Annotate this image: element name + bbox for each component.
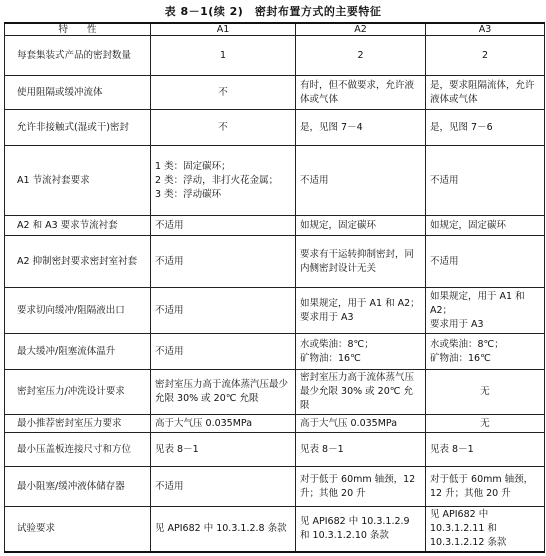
feature-cell: A2 抑制密封要求密封室衬套 (5, 236, 151, 288)
a1-cell: 不适用 (151, 467, 296, 507)
feature-cell: 最小推荐密封室压力要求 (5, 415, 151, 433)
a2-cell: 如规定，固定碳环 (296, 216, 426, 236)
table-row (5, 216, 545, 236)
a3-cell: 是，见图 7－6 (426, 110, 545, 146)
a3-cell: 2 (426, 36, 545, 76)
a2-cell: 有时，但不做要求，允许液体或气体 (296, 76, 426, 110)
feature-cell: 最大缓冲/阻塞流体温升 (5, 334, 151, 370)
table-row (5, 370, 545, 415)
table-row (5, 236, 545, 288)
header-a3: A3 (426, 23, 545, 36)
header-row (5, 23, 545, 36)
a3-cell: 无 (426, 370, 545, 415)
a3-cell: 是，要求阻隔流体，允许液体或气体 (426, 76, 545, 110)
a2-cell: 见表 8－1 (296, 433, 426, 467)
a3-cell: 不适用 (426, 146, 545, 216)
feature-cell: 要求切向缓冲/阻隔液出口 (5, 288, 151, 334)
a1-cell: 见 API682 中 10.3.1.2.8 条款 (151, 507, 296, 553)
a1-cell: 1 类：固定碳环； 2 类：浮动，非打火花金属； 3 类：浮动碳环 (151, 146, 296, 216)
table-row (5, 415, 545, 433)
a2-cell: 见 API682 中 10.3.1.2.9 和 10.3.1.2.10 条款 (296, 507, 426, 553)
header-feature: 特 性 (5, 23, 151, 36)
table-row (5, 334, 545, 370)
a3-cell: 无 (426, 415, 545, 433)
a1-cell: 1 (151, 36, 296, 76)
feature-cell: 试验要求 (5, 507, 151, 553)
a2-cell: 高于大气压 0.035MPa (296, 415, 426, 433)
a2-cell: 是，见图 7－4 (296, 110, 426, 146)
feature-cell: 每套集装式产品的密封数量 (5, 36, 151, 76)
a3-cell: 对于低于 60mm 轴颈，12 升；其他 20 升 (426, 467, 545, 507)
a2-cell: 不适用 (296, 146, 426, 216)
table-row (5, 467, 545, 507)
a2-cell: 2 (296, 36, 426, 76)
table-row (5, 288, 545, 334)
a3-cell: 如规定，固定碳环 (426, 216, 545, 236)
table-row (5, 76, 545, 110)
a1-cell: 见表 8－1 (151, 433, 296, 467)
a1-cell: 不适用 (151, 236, 296, 288)
feature-cell: 最小阻塞/缓冲液体储存器 (5, 467, 151, 507)
table-row (5, 146, 545, 216)
a1-cell: 不适用 (151, 288, 296, 334)
a2-cell: 水或柴油：8℃； 矿物油：16℃ (296, 334, 426, 370)
a3-cell: 如果规定，用于 A1 和 A2； 要求用于 A3 (426, 288, 545, 334)
a1-cell: 不 (151, 76, 296, 110)
a2-cell: 如果规定，用于 A1 和 A2；要求用于 A3 (296, 288, 426, 334)
feature-cell: A2 和 A3 要求节流衬套 (5, 216, 151, 236)
a3-cell: 不适用 (426, 236, 545, 288)
seal-arrangement-table (4, 22, 545, 553)
feature-cell: 密封室压力/冲洗设计要求 (5, 370, 151, 415)
feature-cell: 使用阻隔或缓冲流体 (5, 76, 151, 110)
a1-cell: 高于大气压 0.035MPa (151, 415, 296, 433)
a1-cell: 不 (151, 110, 296, 146)
a2-cell: 要求有干运转抑制密封，同内侧密封设计无关 (296, 236, 426, 288)
table-row (5, 110, 545, 146)
table-row (5, 433, 545, 467)
header-a1: A1 (151, 23, 296, 36)
a1-cell: 不适用 (151, 216, 296, 236)
a3-cell: 见表 8－1 (426, 433, 545, 467)
table-row (5, 36, 545, 76)
a3-cell: 水或柴油：8℃； 矿物油：16℃ (426, 334, 545, 370)
a3-cell: 见 API682 中 10.3.1.2.11 和 10.3.1.2.12 条款 (426, 507, 545, 553)
table-row (5, 507, 545, 553)
feature-cell: 最小压盖板连接尺寸和方位 (5, 433, 151, 467)
a2-cell: 密封室压力高于流体蒸气压最少允限 30% 或 20℃ 允限 (296, 370, 426, 415)
header-a2: A2 (296, 23, 426, 36)
a1-cell: 密封室压力高于流体蒸汽压最少允限 30% 或 20℃ 允限 (151, 370, 296, 415)
feature-cell: A1 节流衬套要求 (5, 146, 151, 216)
a2-cell: 对于低于 60mm 轴颈，12 升；其他 20 升 (296, 467, 426, 507)
a1-cell: 不适用 (151, 334, 296, 370)
table-title: 表 8－1(续 2) 密封布置方式的主要特征 (164, 5, 382, 18)
feature-cell: 允许非接触式(湿或干)密封 (5, 110, 151, 146)
